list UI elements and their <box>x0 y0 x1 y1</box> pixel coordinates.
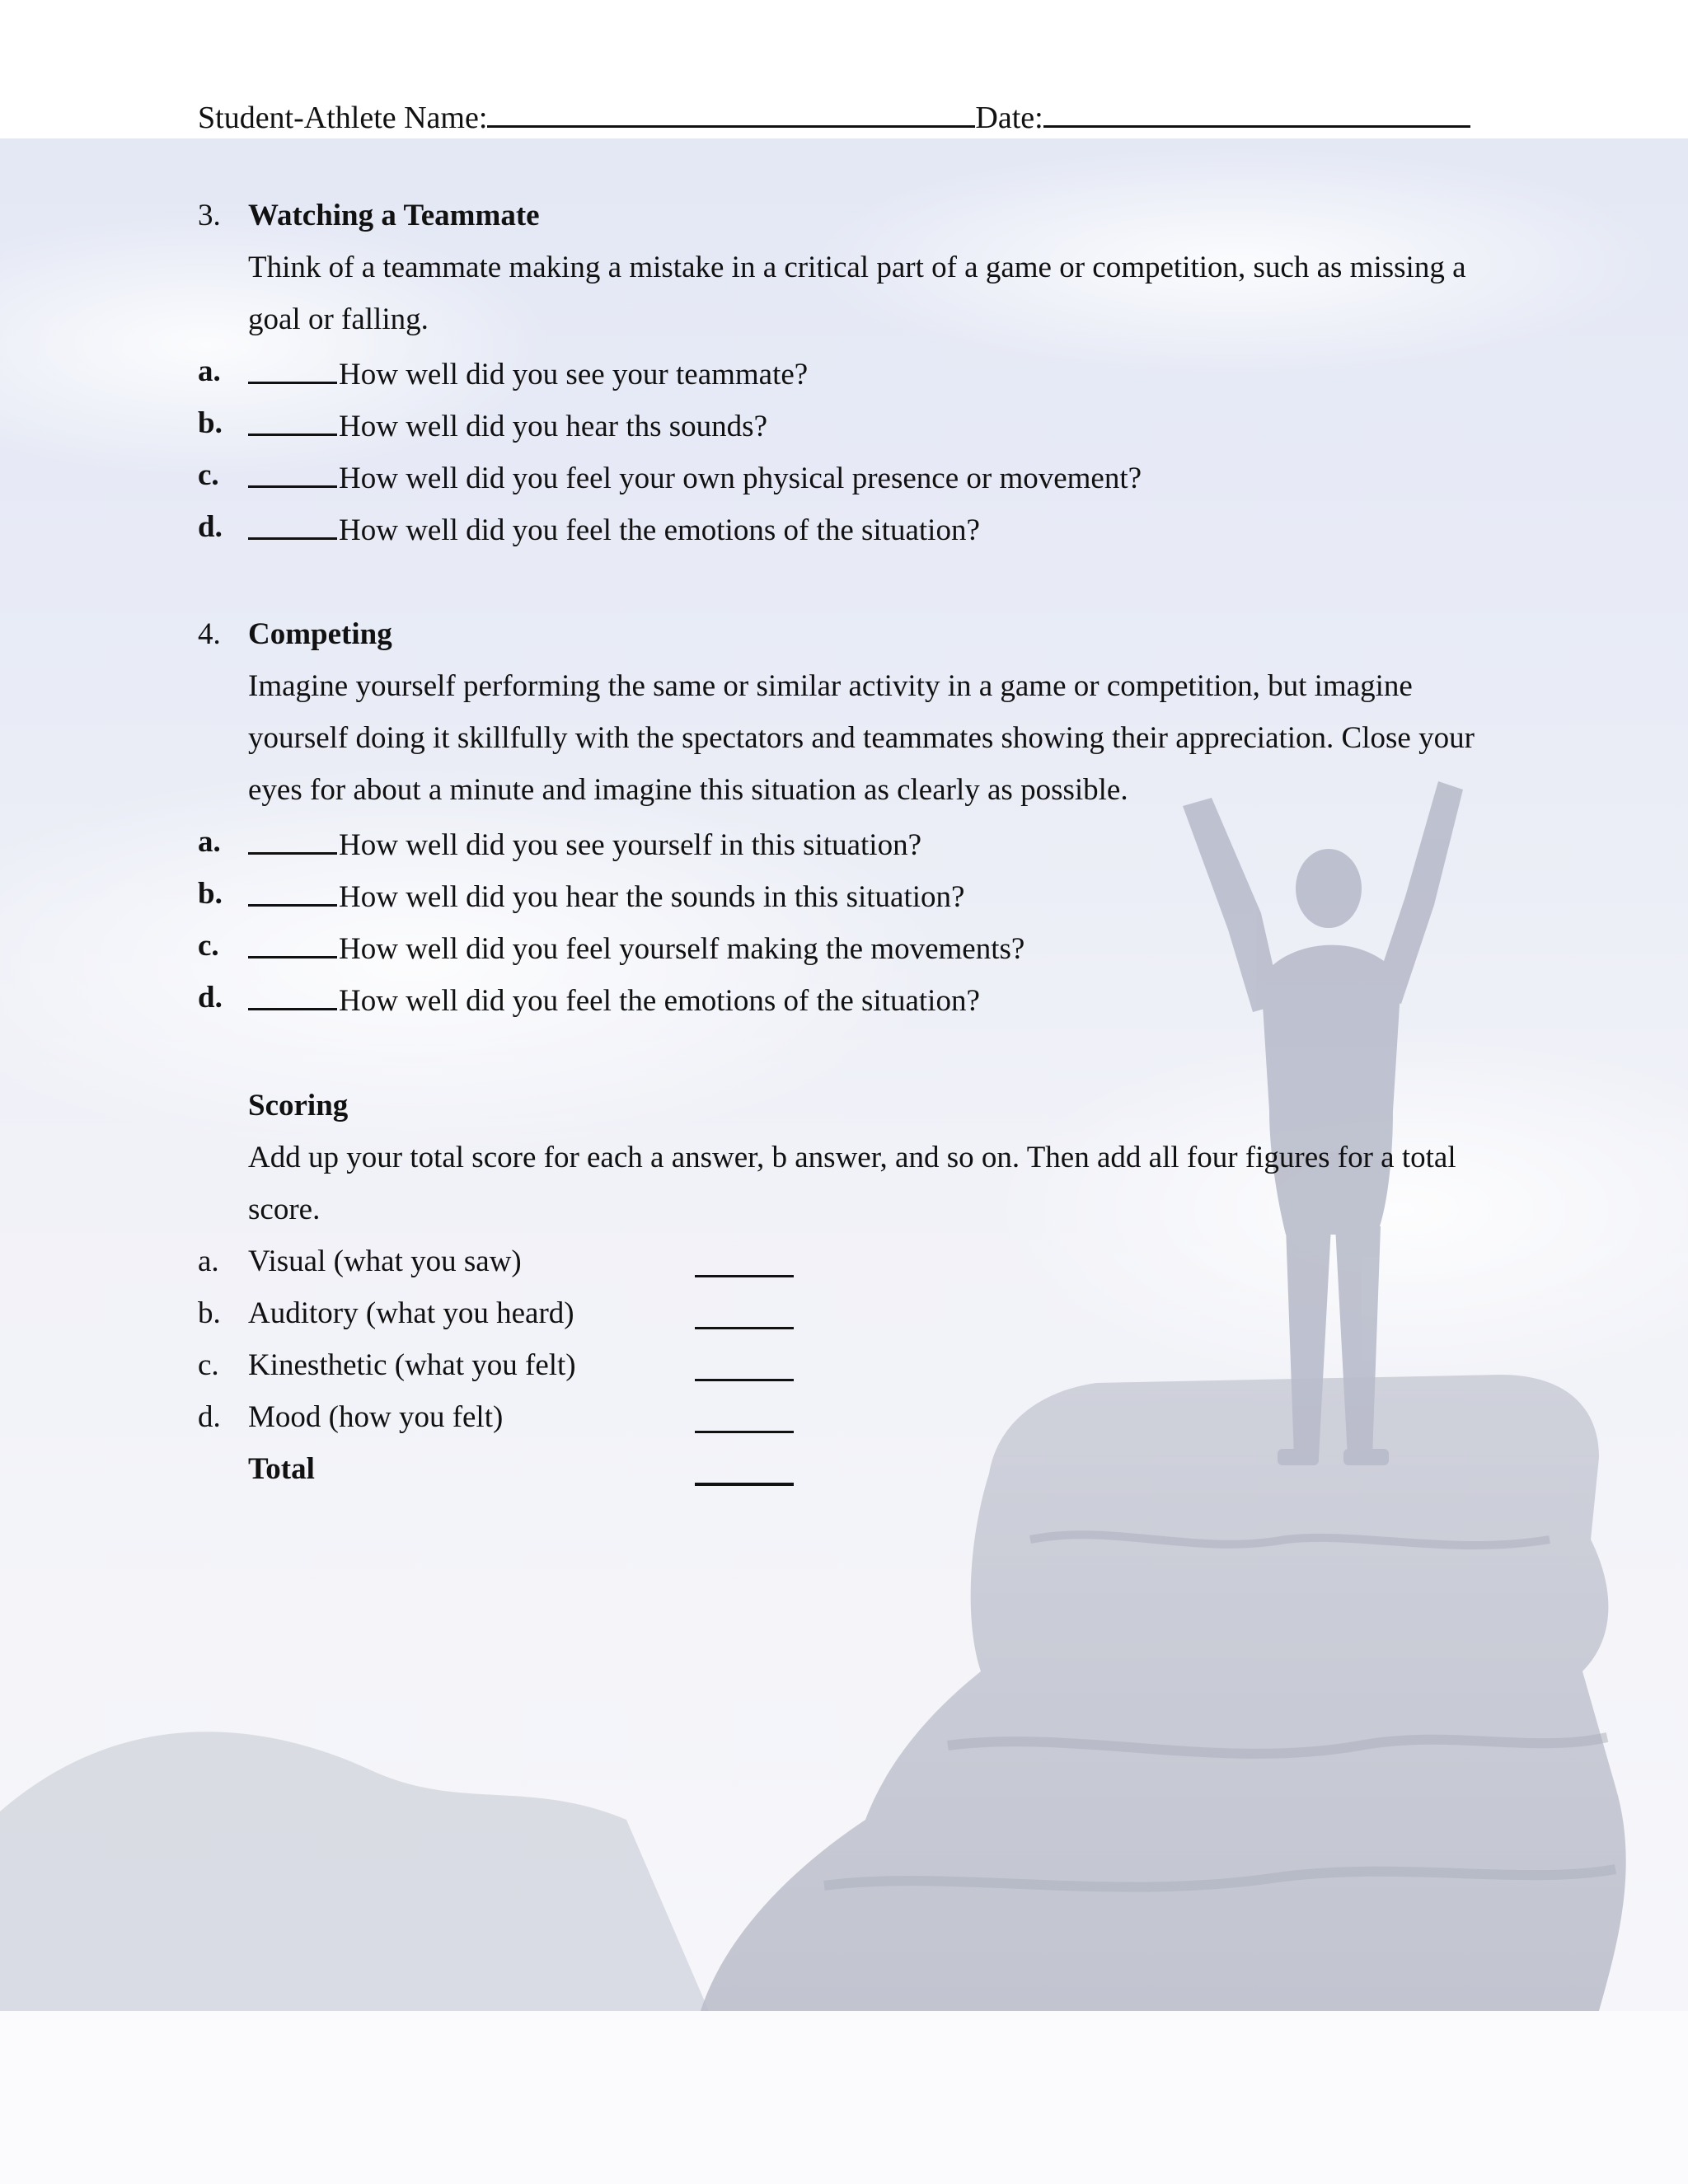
total-label: Total <box>248 1452 315 1486</box>
section-3-number: 3. <box>198 199 221 232</box>
section-4-number: 4. <box>198 617 221 651</box>
section-4-item-letter: b. <box>198 877 223 911</box>
header <box>198 96 1470 136</box>
section-3-item-letter: c. <box>198 458 219 492</box>
answer-blank[interactable] <box>248 876 337 907</box>
answer-blank[interactable] <box>248 354 337 384</box>
name-label: Student-Athlete Name: <box>198 101 488 135</box>
name-field[interactable] <box>487 96 975 128</box>
section-4-item-c <box>248 928 1025 968</box>
section-3-item-c <box>248 457 1142 497</box>
section-3-title: Watching a Teammate <box>248 199 540 232</box>
scoring-row-letter: a. <box>198 1244 219 1278</box>
scoring-row-letter: b. <box>198 1296 221 1330</box>
answer-blank[interactable] <box>248 457 337 488</box>
page-bottom-margin <box>0 2011 1688 2184</box>
question-text: How well did you feel yourself making the movements? <box>339 932 1025 966</box>
section-4-intro-line-3: eyes for about a minute and imagine this situation as clearly as possible. <box>248 773 1128 807</box>
section-4-title: Competing <box>248 617 392 651</box>
question-text: How well did you feel the emotions of the situation? <box>339 513 980 547</box>
question-text: How well did you hear the sounds in this situation? <box>339 880 965 914</box>
question-text: How well did you see your teammate? <box>339 358 809 391</box>
scoring-row-label: Auditory (what you heard) <box>248 1296 574 1330</box>
section-3-item-a <box>248 354 808 393</box>
question-text: How well did you feel your own physical presence or movement? <box>339 462 1142 495</box>
section-4-item-letter: c. <box>198 929 219 963</box>
date-field[interactable] <box>1043 96 1470 128</box>
section-3-item-letter: b. <box>198 406 223 440</box>
section-3-intro-line-2: goal or falling. <box>248 302 429 336</box>
scoring-row-letter: c. <box>198 1348 219 1382</box>
scoring-title: Scoring <box>248 1089 349 1122</box>
section-4-intro-line-1: Imagine yourself performing the same or similar activity in a game or competition, but imagine <box>248 669 1413 703</box>
answer-blank[interactable] <box>248 824 337 855</box>
section-4-item-letter: d. <box>198 981 223 1015</box>
question-text: How well did you feel the emotions of the situation? <box>339 984 980 1018</box>
answer-blank[interactable] <box>248 980 337 1010</box>
scoring-row-label: Kinesthetic (what you felt) <box>248 1348 576 1382</box>
section-4-item-a <box>248 824 921 864</box>
question-text: How well did you see yourself in this situation? <box>339 828 922 862</box>
section-4-intro-line-2: yourself doing it skillfully with the spectators and teammates showing their appreciation. Close your <box>248 721 1475 755</box>
answer-blank[interactable] <box>248 928 337 958</box>
section-4-item-b <box>248 876 964 916</box>
section-4-item-letter: a. <box>198 825 221 859</box>
scoring-row-label: Visual (what you saw) <box>248 1244 522 1278</box>
kinesthetic-score-field[interactable] <box>695 1379 794 1381</box>
section-3-intro-line-1: Think of a teammate making a mistake in a critical part of a game or competition, such as missing a <box>248 251 1466 284</box>
date-label: Date: <box>975 101 1043 135</box>
answer-blank[interactable] <box>248 405 337 436</box>
visual-score-field[interactable] <box>695 1275 794 1277</box>
section-3-item-letter: d. <box>198 510 223 544</box>
scoring-intro-line-1: Add up your total score for each a answer, b answer, and so on. Then add all four figures for a total <box>248 1141 1456 1174</box>
answer-blank[interactable] <box>248 509 337 540</box>
scoring-row-label: Mood (how you felt) <box>248 1400 504 1434</box>
mood-score-field[interactable] <box>695 1431 794 1433</box>
question-text: How well did you hear ths sounds? <box>339 410 767 443</box>
section-3-item-d <box>248 509 980 549</box>
auditory-score-field[interactable] <box>695 1327 794 1329</box>
section-3-item-letter: a. <box>198 354 221 388</box>
section-3-item-b <box>248 405 767 445</box>
total-score-field[interactable] <box>695 1483 794 1486</box>
section-4-item-d <box>248 980 980 1019</box>
scoring-row-letter: d. <box>198 1400 221 1434</box>
scoring-intro-line-2: score. <box>248 1193 321 1226</box>
